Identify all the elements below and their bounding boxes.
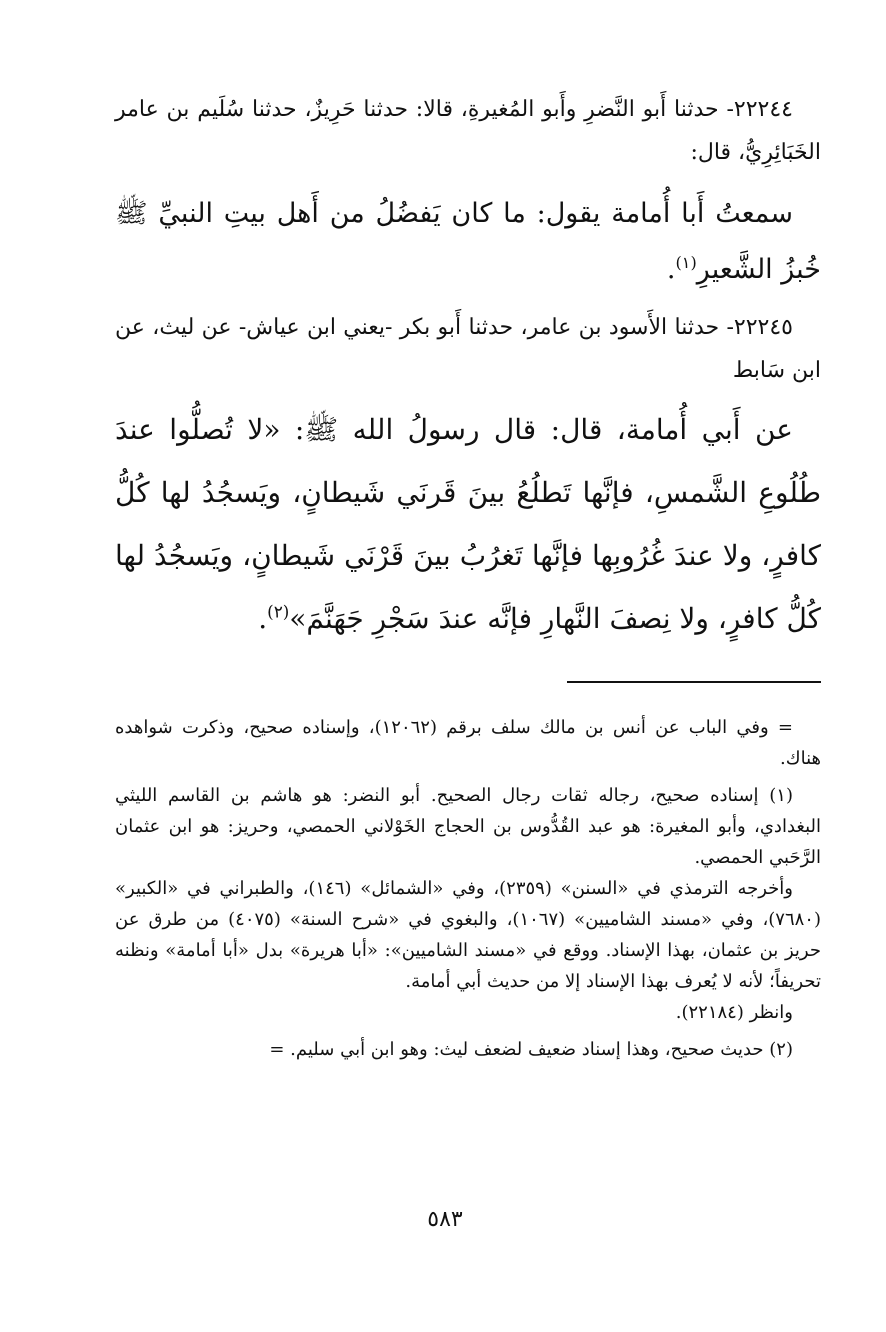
footnote-divider — [567, 681, 821, 683]
footnote-ref-2[interactable]: (٢) — [267, 601, 290, 622]
hadith-22245-matn — [115, 398, 821, 650]
page-number: ٥٨٣ — [427, 1207, 463, 1232]
footnotes-section — [115, 712, 821, 1065]
footnote-ref-1[interactable]: (١) — [675, 253, 697, 272]
hadith-22245-isnad — [115, 306, 821, 392]
hadith-22244-matn-text: سمعتُ أَبا أُمامة يقول: ما كان يَفضُلُ من أَهل بيتِ النبيِّ ﷺ خُبزُ الشَّعيرِ — [115, 198, 821, 285]
hadith-22244-end: . — [666, 254, 676, 285]
hadith-22244-isnad-text: ٢٢٢٤٤- حدثنا أَبو النَّضرِ وأَبو المُغيرةِ، قالا: حدثنا حَرِيزٌ، حدثنا سُلَيم بن عامر الخَبَائِرِيُّ، قال: — [115, 97, 821, 165]
hadith-22244-matn — [115, 186, 821, 298]
hadith-22245-isnad-text: ٢٢٢٤٥- حدثنا الأَسود بن عامر، حدثنا أَبو بكر -يعني ابن عياش- عن ليث، عن ابن سَابط — [115, 315, 821, 383]
footnote-1: (١) إسناده صحيح، رجاله ثقات رجال الصحيح. أبو النضر: هو هاشم بن القاسم الليثي البغدادي، وأبو المغيرة: هو عبد القُدُّوس بن الحجاج الخَوْلاني الحمصي، وحريز: هو ابن عثمان الرَّحَبي الحمصي. — [115, 785, 821, 868]
hadith-22245-end: . — [258, 602, 268, 635]
footnote-continuation: = وفي الباب عن أنس بن مالك سلف برقم (١٢٠٦٢)، وإسناده صحيح، وذكرت شواهده هناك. — [115, 717, 821, 769]
footnote-2: (٢) حديث صحيح، وهذا إسناد ضعيف لضعف ليث: وهو ابن أبي سليم. = — [269, 1039, 793, 1060]
hadith-22245-matn-text: عن أَبي أُمامة، قال: قال رسولُ الله ﷺ: «لا تُصلُّوا عندَ طُلُوعِ الشَّمسِ، فإنَّها تَطلُعُ بينَ قَرنَي شَيطانٍ، ويَسجُدُ لها كُلُّ كافرٍ، ولا عندَ غُرُوبِها فإنَّها تَغرُبُ بينَ قَرْنَي شَيطانٍ، ويَسجُدُ لها كُلُّ كافرٍ، ولا نِصفَ النَّهارِ فإنَّه عندَ سَجْرِ جَهَنَّمَ» — [115, 413, 821, 635]
footnote-1-see-also: وانظر (٢٢١٨٤). — [675, 1002, 793, 1023]
hadith-22244-isnad — [115, 88, 821, 174]
footnote-1-takhrij: وأخرجه الترمذي في «السنن» (٢٣٥٩)، وفي «الشمائل» (١٤٦)، والطبراني في «الكبير» (٧٦٨٠)، وفي «مسند الشاميين» (١٠٦٧)، والبغوي في «شرح السنة» (٤٠٧٥) من طرق عن حريز بن عثمان، بهذا الإسناد. ووقع في «مسند الشاميين»: «أبا هريرة» بدل «أبا أمامة» ونظنه تحريفاً؛ لأنه لا يُعرف بهذا الإسناد إلا من حديث أبي أمامة. — [115, 878, 821, 992]
